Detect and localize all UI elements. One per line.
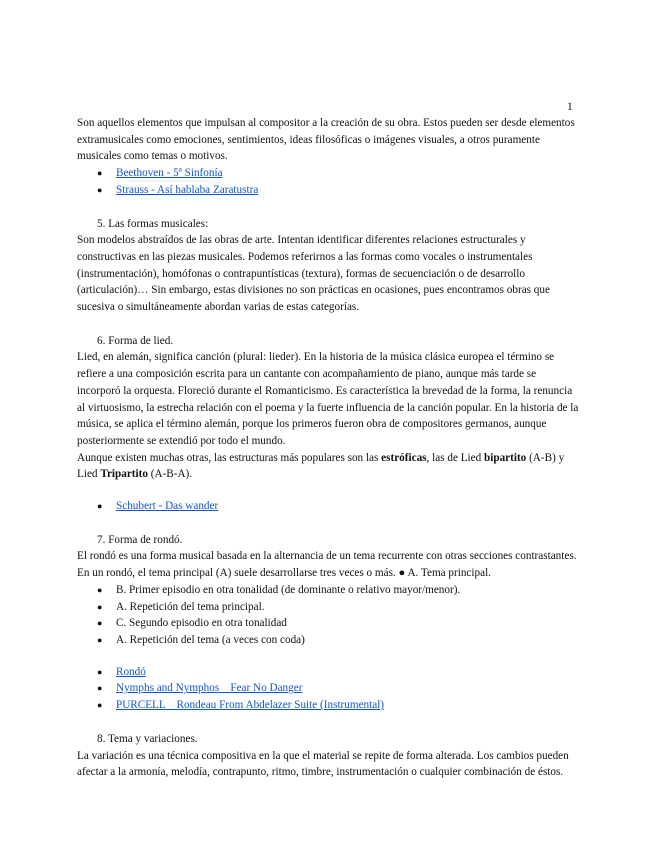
rondo-link[interactable]: Rondó — [116, 665, 146, 678]
section-7-link-list — [77, 664, 582, 714]
nymphs-link[interactable]: Nymphs and Nymphos _ Fear No Danger — [116, 682, 303, 695]
list-item — [97, 182, 582, 199]
section-7-heading: 7. Forma de rondó. — [97, 533, 183, 546]
section-5-body: Son modelos abstraídos de las obras de arte. Intentan identificar diferentes relaciones estructurales y constructivas en las piezas musicales. Podemos referirnos a las formas como vocales o instrumentales (instrumentación), homófonas o contrapuntísticas (textura), formas de secuenciación o de desarrollo (articulación)… Sin embargo, estas divisiones no son prácticas en ocasiones, pues encontramos obras que sucesiva o simultáneamente abordan varias de estas categorías. — [77, 234, 550, 314]
section-8-heading: 8. Tema y variaciones. — [97, 732, 198, 745]
tripartite-term: Tripartito — [100, 468, 148, 481]
intro-paragraph: Son aquellos elementos que impulsan al compositor a la creación de su obra. Estos pueden ser desde elementos extramusicales como emociones, sentimientos, ideas filosóficas o imágenes visuales, a otros puramente musicales como temas o motivos. — [77, 117, 575, 163]
bipartite-term: bipartito — [484, 451, 527, 464]
list-item — [97, 680, 582, 697]
purcell-link[interactable]: PURCELL _ Rondeau From Abdelazer Suite (Instrumental) — [116, 699, 385, 712]
list-item — [97, 498, 582, 515]
intro-link-list — [77, 165, 582, 198]
list-item: ● B. Primer episodio en otra tonalidad (de dominante o relativo mayor/menor). — [97, 582, 582, 599]
page-number: 1 — [567, 101, 573, 113]
structures-text-end: (A-B-A). — [147, 468, 193, 481]
beethoven-link[interactable]: Beethoven - 5ª Sinfonía — [116, 167, 223, 180]
list-item: ● C. Segundo episodio en otra tonalidad — [97, 615, 582, 632]
rondo-parts-list — [77, 582, 582, 649]
schubert-link[interactable]: Schubert - Das wander — [116, 500, 219, 513]
section-6-structures — [77, 450, 582, 483]
structures-text-mid2: (A-B) y Lied — [77, 451, 565, 481]
section-5-heading: 5. Las formas musicales: — [97, 217, 209, 230]
strauss-link[interactable]: Strauss - Así hablaba Zaratustra — [116, 183, 259, 196]
list-item: ● A. Repetición del tema principal. — [97, 599, 582, 616]
section-7-body: El rondó es una forma musical basada en la alternancia de un tema recurrente con otras secciones contrastantes. En un rondó, el tema principal (A) suele desarrollarse tres veces o más. ● A. Tema principal. — [77, 550, 577, 580]
strophic-term: estróficas — [381, 451, 427, 464]
list-item: ● A. Repetición del tema (a veces con coda) — [97, 632, 582, 649]
section-6-link-list — [77, 498, 582, 515]
list-item — [97, 697, 582, 714]
structures-text-mid: , las de Lied — [426, 451, 485, 464]
section-6-body: Lied, en alemán, significa canción (plural: lieder). En la historia de la música clásica europea el término se refiere a una composición escrita para un cantante con acompañamiento de piano, aunque más tarde se incorporó la orquesta. Floreció durante el Romanticismo. Es característica la brevedad de la forma, la renuncia al virtuosismo, la estrecha relación con el poema y la fuerte influencia de la canción popular. En la historia de la música, se aplica el término alemán, porque los primeros fueron obra de compositores germanos, aunque posteriormente se extendió por todo el mundo. — [77, 351, 579, 447]
list-item — [97, 165, 582, 182]
section-6-heading: 6. Forma de lied. — [97, 334, 174, 347]
document-body — [77, 115, 582, 781]
section-8-body: La variación es una técnica compositiva en la que el material se repite de forma alterada. Los cambios pueden afectar a la armonía, melodía, contrapunto, ritmo, timbre, instrumentación o cualquier combinación de éstos. — [77, 749, 569, 779]
list-item — [97, 664, 582, 681]
structures-text-start: Aunque existen muchas otras, las estructuras más populares son las — [77, 451, 382, 464]
